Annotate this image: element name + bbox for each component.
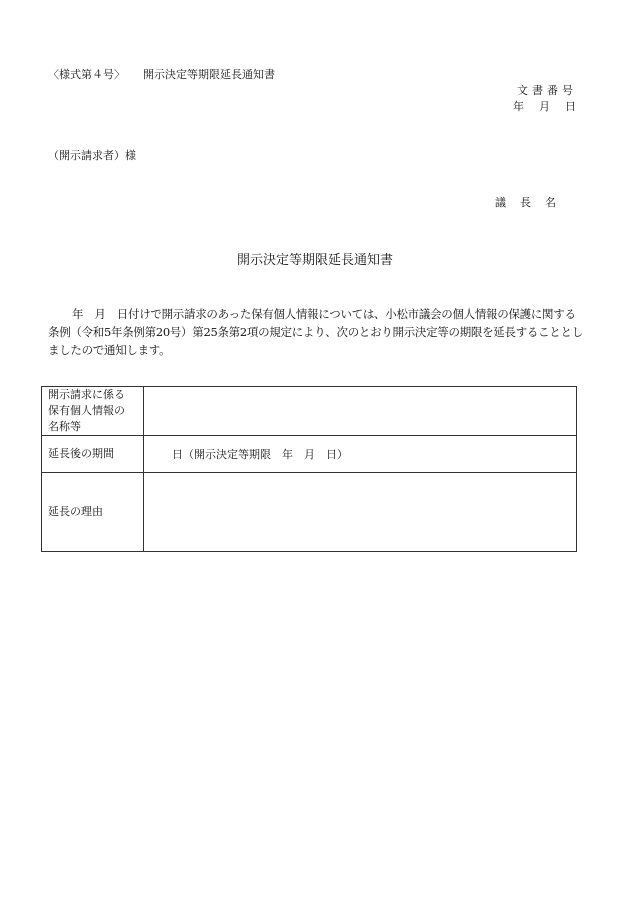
table-row <box>42 436 577 473</box>
form-title: 開示決定等期限延長通知書 <box>143 68 275 81</box>
table-row <box>42 387 577 436</box>
form-number: 〈様式第４号〉 <box>48 68 125 81</box>
date-year: 年 <box>513 100 525 113</box>
label-line: 保有個人情報の <box>48 404 125 417</box>
date-month: 月 <box>539 100 551 113</box>
date-day: 日 <box>565 100 577 113</box>
document-date <box>499 98 577 114</box>
row-value-subject <box>144 387 577 436</box>
document-number: 文書番号 <box>517 84 577 97</box>
label-line: 延長の理由 <box>48 505 103 518</box>
row-label-period <box>42 436 144 473</box>
row-value-reason <box>144 473 577 552</box>
table-row <box>42 473 577 552</box>
row-label-reason <box>42 473 144 552</box>
label-line: 名称等 <box>48 420 81 433</box>
label-line: 開示請求に係る <box>48 388 125 401</box>
info-table <box>41 386 577 552</box>
row-value-period: 日（開示決定等期限 年 月 日） <box>144 436 577 473</box>
row-label-subject <box>42 387 144 436</box>
form-number-line <box>48 66 275 82</box>
body-text: 年 月 日付けで開示請求のあった保有個人情報については、小松市議会の個人情報の保護に関する条例（令和5年条例第20号）第25条第2項の規定により、次のとおり開示決定等の期限を延長することとしましたので通知します。 <box>48 307 583 357</box>
sender: 議長名 <box>495 196 570 209</box>
label-line: 延長後の期間 <box>48 447 114 460</box>
recipient: （開示請求者）様 <box>48 149 136 162</box>
page-title: 開示決定等期限延長通知書 <box>236 253 393 268</box>
